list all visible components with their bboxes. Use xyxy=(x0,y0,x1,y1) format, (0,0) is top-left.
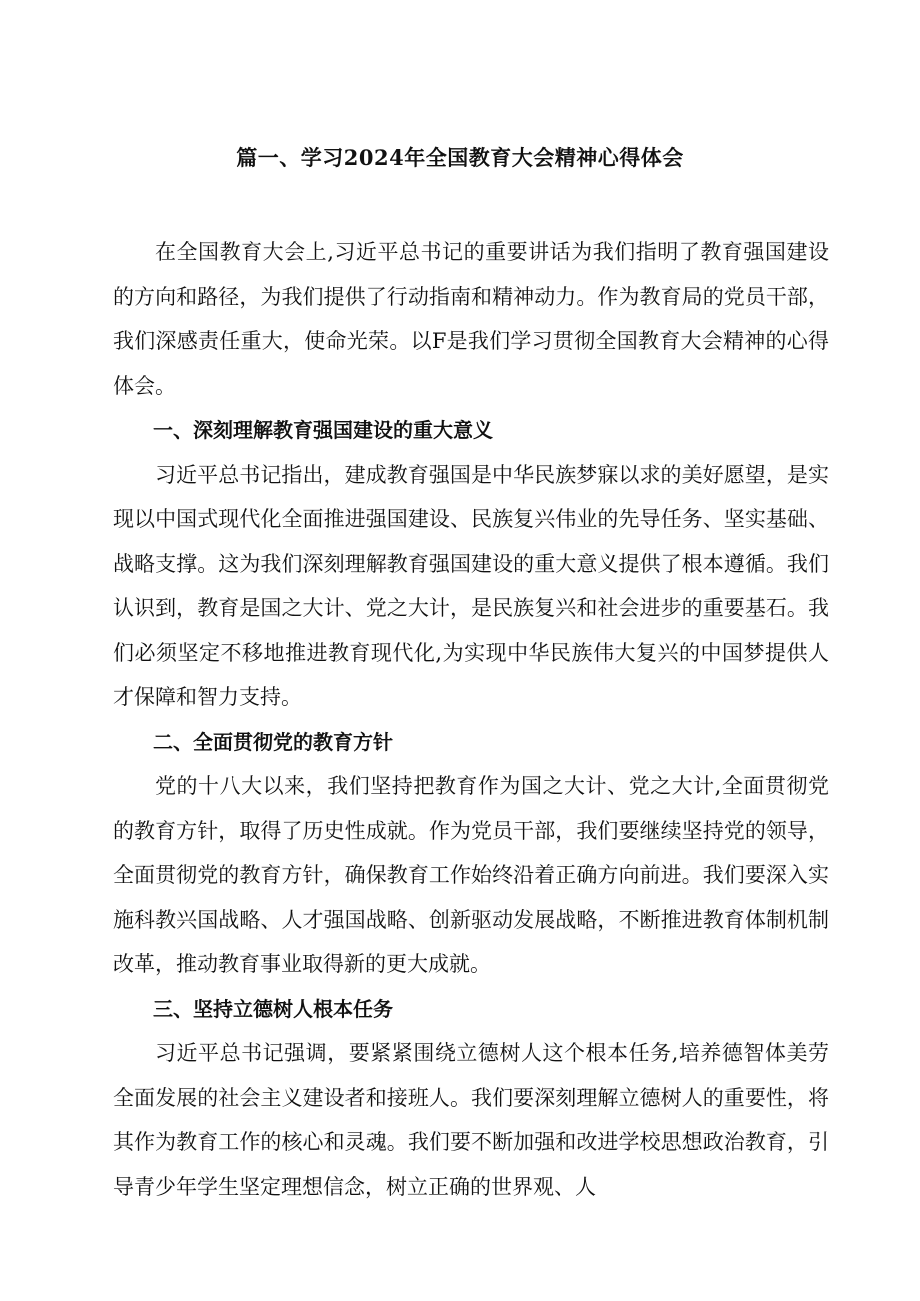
section-3-heading: 三、坚持立德树人根本任务 xyxy=(153,996,393,1021)
section-1-heading: 一、深刻理解教育强国建设的重大意义 xyxy=(153,418,493,442)
section-3-paragraph: 习近平总书记强调，要紧紧围绕立德树人这个根本任务,培养德智体美劳全面发展的社会主义建设者和接班人。我们要深刻理解立德树人的重要性，将其作为教育工作的核心和灵魂。我们要不断加强和改进学校思想政治教育，引导青少年学生坚定理想信念，树立正确的世界观、人 xyxy=(113,1041,829,1199)
intro-paragraph: 在全国教育大会上,习近平总书记的重要讲话为我们指明了教育强国建设的方向和路径，为我们提供了行动指南和精神动力。作为教育局的党员干部，我们深感责任重大，使命光荣。以F是我们学习贯彻全国教育大会精神的心得体会。 xyxy=(113,240,829,398)
section-2-paragraph: 党的十八大以来，我们坚持把教育作为国之大计、党之大计,全面贯彻党的教育方针，取得了历史性成就。作为党员干部，我们要继续坚持党的领导，全面贯彻党的教育方针，确保教育工作始终沿着正确方向前进。我们要深入实施科教兴国战略、人才强国战略、创新驱动发展战略，不断推进教育体制机制改革，推动教育事业取得新的更大成就。 xyxy=(113,774,829,976)
document-body xyxy=(113,230,829,1209)
section-2-heading: 二、全面贯彻党的教育方针 xyxy=(153,729,393,754)
section-1-paragraph: 习近平总书记指出，建成教育强国是中华民族梦寐以求的美好愿望，是实现以中国式现代化全面推进强国建设、民族复兴伟业的先导任务、坚实基础、战略支撑。这为我们深刻理解教育强国建设的重大意义提供了根本遵循。我们认识到，教育是国之大计、党之大计，是民族复兴和社会进步的重要基石。我们必须坚定不移地推进教育现代化,为实现中华民族伟大复兴的中国梦提供人才保障和智力支持。 xyxy=(113,462,829,709)
document-title: 篇一、学习2024年全国教育大会精神心得体会 xyxy=(236,145,684,170)
